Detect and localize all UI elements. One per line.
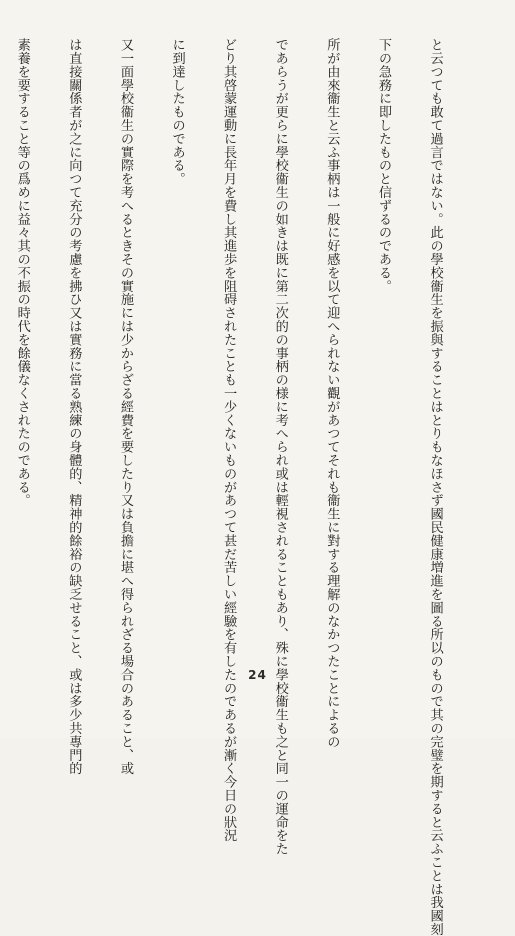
page-number: 24 xyxy=(248,668,267,682)
text-column: 下の急務に即したものと信ずるのである。 xyxy=(375,38,391,293)
text-column: に到達したものである。 xyxy=(169,38,185,186)
text-column: であらうが更らに學校衞生の如きは既に第二次的の事柄の様に考へられ或は輕視されることもあり、殊に學校衞生も之と同一の運命をた xyxy=(272,38,288,856)
text-column: と云つても敢て過言ではない。此の學校衞生を振與することはとりもなほさず國民健康増進を圖る所以のもので其の完璧を期すると云ふことは我國刻 xyxy=(427,38,443,936)
text-column: どり其啓蒙運動に長年月を費し其進歩を阻碍されたことも一少くないものがあつて甚だ苦しい經驗を有したのであるが漸く今日の狀況 xyxy=(221,38,237,842)
text-column: 素養を要すること等の爲めに益々其の不振の時代を餘儀なくされたのである。 xyxy=(14,38,30,507)
text-column: 所が由來衞生と云ふ事柄は一般に好感を以て迎へられない觀があつてそれも衞生に對する理解のなかつたことによるの xyxy=(324,38,340,749)
text-column: 又一面學校衞生の實際を考へるときその實施には少からざる經費を要したり又は負擔に堪へ得られざる場合のあること、或 xyxy=(117,38,133,775)
text-column: は直接關係者が之に向つて充分の考慮を拂ひ又は實務に當る熟練の身體的、精神的餘裕の缺乏せること、或は多少共專門的 xyxy=(66,38,82,775)
